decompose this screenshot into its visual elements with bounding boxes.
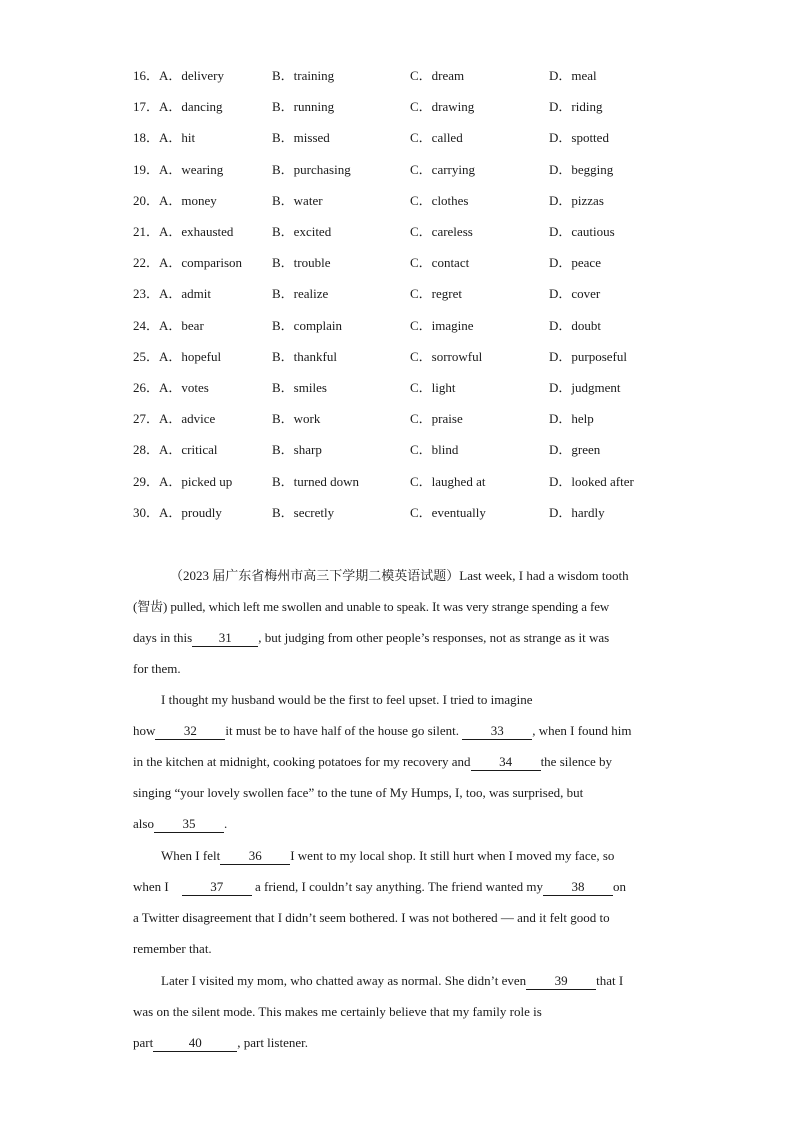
passage-text: , part listener. bbox=[237, 1035, 308, 1050]
option-text: water bbox=[293, 192, 323, 208]
option-letter: B． bbox=[272, 68, 294, 83]
passage-line bbox=[133, 1002, 542, 1022]
option-text: work bbox=[293, 411, 321, 427]
option-text: laughed at bbox=[431, 473, 486, 489]
option-c[interactable] bbox=[410, 440, 458, 460]
option-letter: A． bbox=[159, 411, 182, 427]
option-text: hit bbox=[181, 130, 196, 146]
option-letter: D． bbox=[549, 192, 572, 208]
passage-text: When I felt bbox=[161, 848, 221, 863]
option-b[interactable] bbox=[272, 128, 330, 148]
option-d[interactable] bbox=[549, 160, 613, 180]
option-text: green bbox=[571, 442, 601, 458]
option-b[interactable] bbox=[272, 440, 322, 460]
passage-line bbox=[161, 971, 623, 991]
option-letter: D． bbox=[549, 348, 572, 364]
option-b[interactable] bbox=[272, 316, 342, 336]
option-text: spotted bbox=[571, 130, 609, 146]
option-letter: D． bbox=[549, 130, 572, 146]
passage-text: when I bbox=[133, 879, 169, 894]
option-d[interactable] bbox=[549, 191, 604, 211]
question-number: 27 bbox=[133, 411, 146, 427]
option-text: excited bbox=[293, 224, 332, 239]
number-separator: ． bbox=[146, 255, 160, 271]
passage-line bbox=[133, 1033, 308, 1053]
option-text: regret bbox=[431, 286, 462, 302]
option-b[interactable] bbox=[272, 66, 334, 86]
option-b[interactable] bbox=[272, 222, 331, 242]
option-b[interactable] bbox=[272, 378, 327, 398]
option-d[interactable] bbox=[549, 440, 600, 460]
option-text: cautious bbox=[571, 224, 615, 239]
number-separator: ． bbox=[146, 380, 160, 395]
option-row bbox=[133, 160, 693, 180]
option-text: picked up bbox=[181, 473, 233, 489]
question-number: 22 bbox=[133, 255, 146, 271]
number-separator: ． bbox=[146, 348, 160, 364]
option-letter: C． bbox=[410, 161, 432, 177]
option-a[interactable] bbox=[133, 222, 233, 242]
option-text: bear bbox=[181, 317, 204, 333]
option-a[interactable] bbox=[133, 66, 224, 86]
blank-31[interactable]: 31 bbox=[192, 630, 258, 647]
passage-line bbox=[133, 908, 610, 928]
blank-32[interactable]: 32 bbox=[155, 723, 225, 740]
passage-text: （2023 届广东省梅州市高三下学期二模英语试题）Last week, I had a wisdom tooth bbox=[170, 568, 629, 583]
option-letter: C． bbox=[410, 504, 432, 520]
option-letter: B． bbox=[272, 192, 294, 208]
option-letter: A． bbox=[159, 68, 182, 83]
option-text: riding bbox=[571, 99, 603, 115]
passage-line bbox=[133, 721, 632, 741]
option-text: drawing bbox=[431, 99, 475, 115]
option-letter: B． bbox=[272, 130, 294, 146]
option-row bbox=[133, 316, 693, 336]
option-letter: A． bbox=[159, 130, 182, 146]
option-text: imagine bbox=[431, 317, 474, 333]
option-text: purchasing bbox=[293, 161, 351, 177]
number-separator: ． bbox=[146, 99, 160, 115]
option-text: admit bbox=[181, 286, 212, 302]
option-text: exhausted bbox=[181, 224, 234, 239]
passage-line bbox=[133, 939, 212, 959]
passage-line bbox=[161, 846, 614, 866]
option-b[interactable] bbox=[272, 284, 328, 304]
passage-text: days in this bbox=[133, 630, 193, 645]
option-text: carrying bbox=[431, 161, 475, 177]
option-text: clothes bbox=[431, 192, 469, 208]
option-letter: C． bbox=[410, 192, 432, 208]
option-letter: C． bbox=[410, 348, 432, 364]
option-letter: C． bbox=[410, 473, 432, 489]
option-text: training bbox=[293, 68, 335, 83]
option-a[interactable] bbox=[133, 347, 221, 367]
option-text: complain bbox=[293, 317, 343, 333]
option-letter: A． bbox=[159, 317, 182, 333]
blank-38[interactable]: 38 bbox=[543, 879, 613, 896]
option-text: votes bbox=[181, 380, 209, 395]
passage-text: on bbox=[612, 879, 626, 894]
option-c[interactable] bbox=[410, 97, 474, 117]
option-text: comparison bbox=[181, 255, 243, 271]
passage-text: part bbox=[133, 1035, 154, 1050]
option-text: money bbox=[181, 192, 217, 208]
option-d[interactable] bbox=[549, 316, 601, 336]
option-letter: B． bbox=[272, 99, 294, 115]
option-c[interactable] bbox=[410, 128, 463, 148]
passage-line bbox=[161, 690, 533, 710]
option-letter: A． bbox=[159, 473, 182, 489]
option-row bbox=[133, 409, 693, 429]
option-text: judgment bbox=[571, 380, 621, 395]
option-letter: A． bbox=[159, 286, 182, 302]
option-text: dancing bbox=[181, 99, 223, 115]
option-letter: A． bbox=[159, 99, 182, 115]
number-separator: ． bbox=[146, 286, 160, 302]
option-letter: D． bbox=[549, 380, 572, 395]
option-letter: D． bbox=[549, 224, 572, 239]
option-c[interactable] bbox=[410, 316, 474, 336]
option-a[interactable] bbox=[133, 284, 211, 304]
option-letter: D． bbox=[549, 68, 572, 83]
option-c[interactable] bbox=[410, 253, 469, 273]
option-d[interactable] bbox=[549, 128, 609, 148]
passage-text: I thought my husband would be the first to feel upset. I tried to imagine bbox=[161, 692, 533, 707]
option-letter: C． bbox=[410, 380, 432, 395]
option-text: peace bbox=[571, 255, 601, 271]
option-letter: B． bbox=[272, 504, 294, 520]
option-c[interactable] bbox=[410, 503, 486, 523]
option-letter: B． bbox=[272, 411, 294, 427]
number-separator: ． bbox=[146, 504, 160, 520]
option-text: sharp bbox=[293, 442, 322, 458]
option-c[interactable] bbox=[410, 409, 463, 429]
passage-text: also bbox=[133, 816, 154, 831]
option-letter: A． bbox=[159, 255, 182, 271]
option-c[interactable] bbox=[410, 347, 482, 367]
passage-line bbox=[170, 566, 629, 586]
option-text: hopeful bbox=[181, 348, 222, 364]
option-letter: C． bbox=[410, 130, 432, 146]
option-a[interactable] bbox=[133, 503, 222, 523]
option-text: contact bbox=[431, 255, 470, 271]
option-letter: B． bbox=[272, 473, 294, 489]
option-a[interactable] bbox=[133, 472, 232, 492]
option-d[interactable] bbox=[549, 378, 621, 398]
question-number: 24 bbox=[133, 317, 146, 333]
passage-text: a Twitter disagreement that I didn’t seem bothered. I was not bothered — and it felt good to bbox=[133, 910, 610, 925]
passage-line bbox=[133, 877, 626, 897]
option-b[interactable] bbox=[272, 503, 334, 523]
option-row bbox=[133, 66, 693, 86]
passage-text: , but judging from other people’s responses, not as strange as it was bbox=[258, 630, 610, 645]
passage-text: , when I found him bbox=[532, 723, 632, 738]
option-row bbox=[133, 284, 693, 304]
option-c[interactable] bbox=[410, 66, 464, 86]
option-letter: D． bbox=[549, 317, 572, 333]
option-b[interactable] bbox=[272, 97, 334, 117]
option-row bbox=[133, 347, 693, 367]
option-letter: C． bbox=[410, 442, 432, 458]
option-d[interactable] bbox=[549, 97, 602, 117]
option-a[interactable] bbox=[133, 378, 209, 398]
passage-text: in the kitchen at midnight, cooking potatoes for my recovery and bbox=[133, 754, 471, 769]
question-number: 21 bbox=[133, 224, 146, 239]
passage-text: that I bbox=[596, 973, 624, 988]
question-number: 30 bbox=[133, 504, 146, 520]
option-text: trouble bbox=[293, 255, 331, 271]
option-letter: B． bbox=[272, 255, 294, 271]
option-c[interactable] bbox=[410, 191, 469, 211]
option-text: light bbox=[431, 380, 456, 395]
passage-text: singing “your lovely swollen face” to the tune of My Humps, I, too, was surprised, but bbox=[133, 785, 584, 800]
option-a[interactable] bbox=[133, 191, 217, 211]
option-text: careless bbox=[431, 224, 473, 239]
passage-line bbox=[133, 628, 609, 648]
blank-39[interactable]: 39 bbox=[526, 973, 596, 990]
option-letter: C． bbox=[410, 317, 432, 333]
question-number: 23 bbox=[133, 286, 146, 302]
passage-text: it must be to have half of the house go silent. bbox=[225, 723, 459, 738]
option-row bbox=[133, 503, 693, 523]
option-letter: B． bbox=[272, 348, 294, 364]
option-letter: C． bbox=[410, 255, 432, 271]
option-text: doubt bbox=[571, 317, 602, 333]
option-text: pizzas bbox=[571, 192, 604, 208]
blank-34[interactable]: 34 bbox=[471, 754, 541, 771]
number-separator: ． bbox=[146, 317, 160, 333]
option-letter: C． bbox=[410, 286, 432, 302]
passage-text: remember that. bbox=[133, 941, 212, 956]
question-number: 20 bbox=[133, 192, 146, 208]
option-text: running bbox=[293, 99, 335, 115]
option-row bbox=[133, 472, 693, 492]
blank-36[interactable]: 36 bbox=[220, 848, 290, 865]
option-letter: D． bbox=[549, 255, 572, 271]
option-d[interactable] bbox=[549, 222, 615, 242]
option-letter: D． bbox=[549, 161, 572, 177]
option-d[interactable] bbox=[549, 347, 627, 367]
number-separator: ． bbox=[146, 192, 160, 208]
passage-line bbox=[133, 783, 583, 803]
passage-line bbox=[133, 597, 609, 617]
option-a[interactable] bbox=[133, 253, 242, 273]
option-b[interactable] bbox=[272, 347, 337, 367]
blank-37[interactable]: 37 bbox=[182, 879, 252, 896]
option-a[interactable] bbox=[133, 128, 195, 148]
number-separator: ． bbox=[146, 473, 160, 489]
option-a[interactable] bbox=[133, 440, 218, 460]
option-letter: B． bbox=[272, 380, 294, 395]
option-text: looked after bbox=[571, 473, 634, 489]
number-separator: ． bbox=[146, 161, 160, 177]
option-d[interactable] bbox=[549, 409, 594, 429]
option-letter: B． bbox=[272, 161, 294, 177]
option-text: hardly bbox=[571, 504, 605, 520]
question-number: 18 bbox=[133, 130, 146, 146]
passage-text: . bbox=[223, 816, 228, 831]
option-c[interactable] bbox=[410, 378, 456, 398]
option-letter: A． bbox=[159, 504, 182, 520]
option-text: smiles bbox=[293, 380, 327, 395]
option-letter: D． bbox=[549, 473, 572, 489]
blank-40[interactable]: 40 bbox=[153, 1035, 237, 1052]
option-text: advice bbox=[181, 411, 216, 427]
blank-33[interactable]: 33 bbox=[462, 723, 532, 740]
option-b[interactable] bbox=[272, 409, 320, 429]
option-letter: A． bbox=[159, 224, 182, 239]
passage-text: for them. bbox=[133, 661, 181, 676]
question-number: 28 bbox=[133, 442, 146, 458]
option-text: wearing bbox=[181, 161, 224, 177]
question-number: 16 bbox=[133, 68, 146, 83]
number-separator: ． bbox=[146, 442, 160, 458]
option-row bbox=[133, 97, 693, 117]
option-row bbox=[133, 440, 693, 460]
option-text: meal bbox=[571, 68, 597, 83]
blank-35[interactable]: 35 bbox=[154, 816, 224, 833]
option-letter: C． bbox=[410, 68, 432, 83]
number-separator: ． bbox=[146, 130, 160, 146]
option-letter: D． bbox=[549, 442, 572, 458]
question-number: 26 bbox=[133, 380, 146, 395]
option-text: proudly bbox=[181, 504, 222, 520]
option-row bbox=[133, 253, 693, 273]
option-text: critical bbox=[181, 442, 218, 458]
option-text: missed bbox=[293, 130, 330, 146]
number-separator: ． bbox=[146, 411, 160, 427]
option-text: turned down bbox=[293, 473, 360, 489]
option-text: realize bbox=[293, 286, 329, 302]
option-c[interactable] bbox=[410, 222, 473, 242]
option-text: help bbox=[571, 411, 594, 427]
option-text: thankful bbox=[293, 348, 337, 364]
option-b[interactable] bbox=[272, 472, 359, 492]
option-text: praise bbox=[431, 411, 463, 427]
option-text: called bbox=[431, 130, 463, 146]
option-text: secretly bbox=[293, 504, 335, 520]
option-letter: C． bbox=[410, 411, 432, 427]
option-b[interactable] bbox=[272, 160, 351, 180]
passage-text: (智齿) pulled, which left me swollen and unable to speak. It was very strange spending a few bbox=[133, 599, 610, 614]
question-number: 25 bbox=[133, 348, 146, 364]
passage-line bbox=[133, 659, 181, 679]
option-a[interactable] bbox=[133, 316, 204, 336]
option-letter: D． bbox=[549, 504, 572, 520]
question-number: 29 bbox=[133, 473, 146, 489]
passage-text: was on the silent mode. This makes me certainly believe that my family role is bbox=[133, 1004, 542, 1019]
passage-line bbox=[133, 814, 227, 834]
option-letter: B． bbox=[272, 224, 294, 239]
option-d[interactable] bbox=[549, 503, 605, 523]
option-row bbox=[133, 222, 693, 242]
option-letter: B． bbox=[272, 442, 294, 458]
option-a[interactable] bbox=[133, 409, 215, 429]
option-letter: C． bbox=[410, 224, 432, 239]
option-text: sorrowful bbox=[431, 348, 483, 364]
option-letter: D． bbox=[549, 286, 572, 302]
option-text: eventually bbox=[431, 504, 486, 520]
passage-text: a friend, I couldn’t say anything. The friend wanted my bbox=[251, 879, 543, 894]
number-separator: ． bbox=[146, 68, 160, 83]
option-letter: B． bbox=[272, 286, 294, 302]
option-b[interactable] bbox=[272, 253, 331, 273]
option-letter: A． bbox=[159, 348, 182, 364]
option-row bbox=[133, 191, 693, 211]
option-text: begging bbox=[571, 161, 614, 177]
option-d[interactable] bbox=[549, 253, 601, 273]
option-b[interactable] bbox=[272, 191, 323, 211]
option-row bbox=[133, 128, 693, 148]
option-text: dream bbox=[431, 68, 465, 83]
option-d[interactable] bbox=[549, 472, 634, 492]
option-a[interactable] bbox=[133, 160, 223, 180]
passage-line bbox=[133, 752, 612, 772]
option-c[interactable] bbox=[410, 160, 475, 180]
option-text: blind bbox=[431, 442, 459, 458]
option-letter: A． bbox=[159, 161, 182, 177]
passage-text: how bbox=[133, 723, 156, 738]
number-separator: ． bbox=[146, 224, 160, 239]
option-row bbox=[133, 378, 693, 398]
option-d[interactable] bbox=[549, 284, 600, 304]
option-a[interactable] bbox=[133, 97, 223, 117]
option-letter: C． bbox=[410, 99, 432, 115]
option-c[interactable] bbox=[410, 284, 462, 304]
option-letter: A． bbox=[159, 442, 182, 458]
option-letter: A． bbox=[159, 192, 182, 208]
option-letter: B． bbox=[272, 317, 294, 333]
option-letter: D． bbox=[549, 411, 572, 427]
option-text: purposeful bbox=[571, 348, 627, 364]
option-text: delivery bbox=[181, 68, 224, 83]
passage-text: the silence by bbox=[540, 754, 613, 769]
option-letter: D． bbox=[549, 99, 572, 115]
option-text: cover bbox=[571, 286, 601, 302]
question-number: 17 bbox=[133, 99, 146, 115]
passage-text: I went to my local shop. It still hurt when I moved my face, so bbox=[290, 848, 615, 863]
passage-text: Later I visited my mom, who chatted away as normal. She didn’t even bbox=[161, 973, 527, 988]
question-number: 19 bbox=[133, 161, 146, 177]
option-letter: A． bbox=[159, 380, 182, 395]
option-d[interactable] bbox=[549, 66, 597, 86]
option-c[interactable] bbox=[410, 472, 485, 492]
